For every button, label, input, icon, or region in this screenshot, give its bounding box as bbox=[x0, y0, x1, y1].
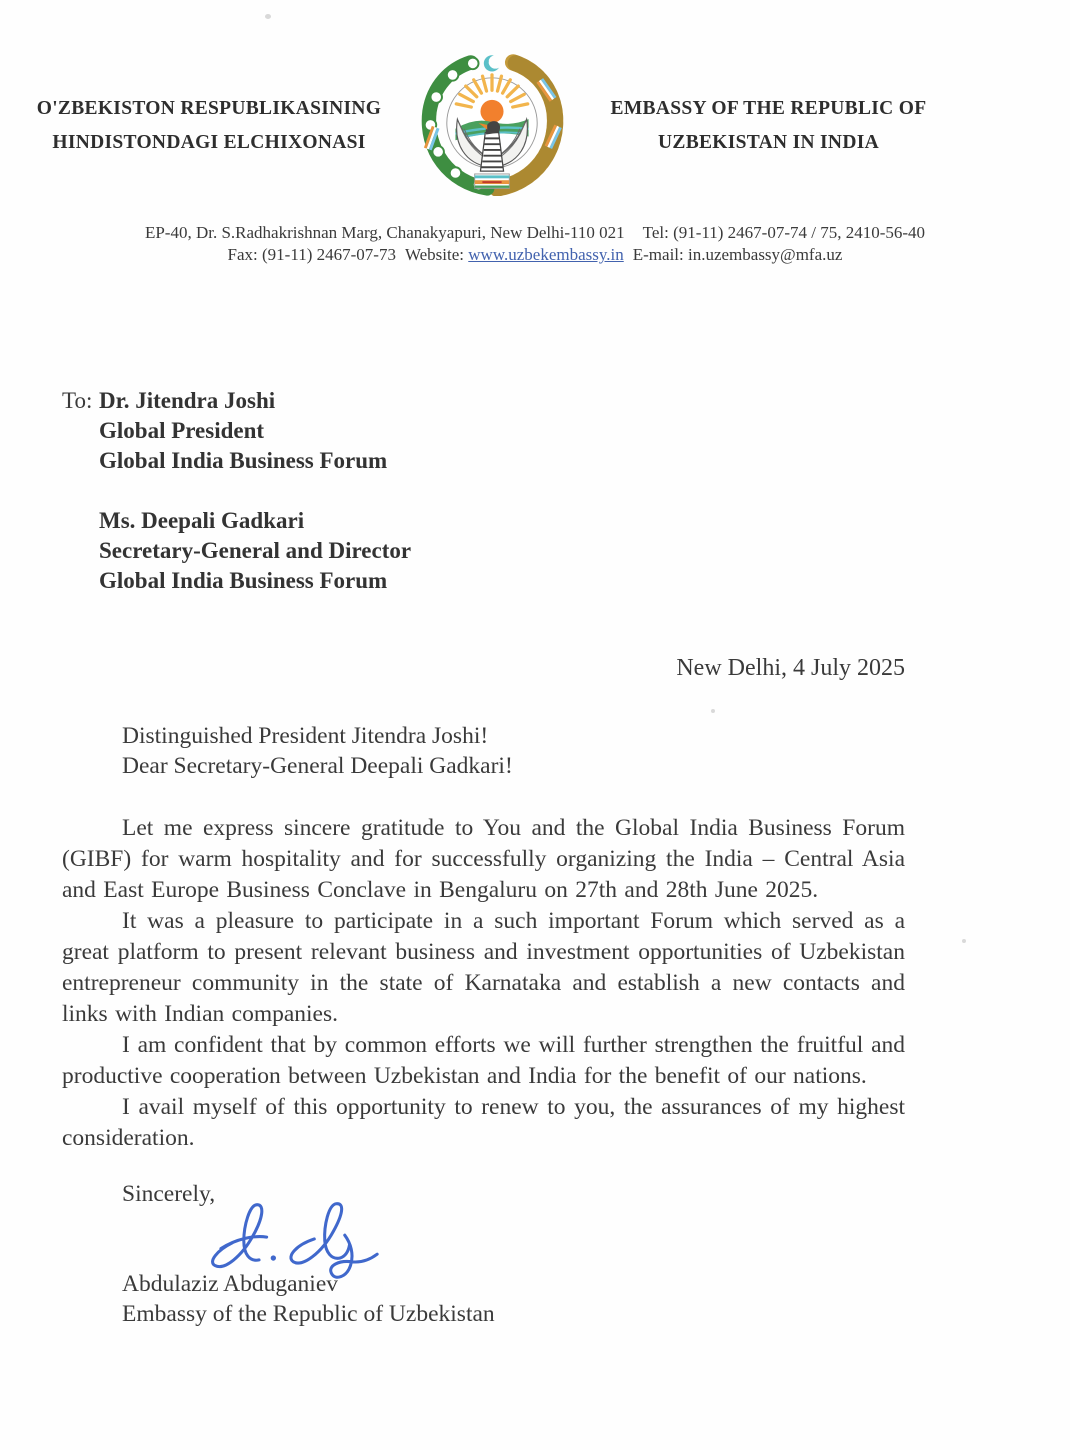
recipient-block bbox=[62, 386, 1070, 596]
address-text: EP-40, Dr. S.Radhakrishnan Marg, Chanakyapuri, New Delhi-110 021 bbox=[144, 223, 625, 242]
salutation bbox=[62, 721, 905, 781]
paragraph-1: Let me express sincere gratitude to You and the Global India Business Forum (GIBF) for warm hospitality and for successfully organizing the India – Central Asia and East Europe Business Conclave in Bengaluru on 27th and 28th June 2025. bbox=[62, 815, 905, 903]
contact-info bbox=[0, 222, 1070, 266]
recipient-primary-name: Dr. Jitendra Joshi bbox=[99, 388, 276, 413]
closing-block bbox=[62, 1179, 905, 1329]
contact-line-1 bbox=[0, 222, 1070, 244]
paragraph-3: I am confident that by common efforts we will further strengthen the fruitful and productive cooperation between Uzbekistan and India for the benefit of our nations. bbox=[62, 1032, 905, 1089]
spacer bbox=[62, 476, 1070, 506]
scan-speck bbox=[265, 14, 271, 19]
signer-org: Embassy of the Republic of Uzbekistan bbox=[122, 1301, 495, 1327]
recipient-secondary-title: Secretary-General and Director bbox=[99, 538, 412, 563]
dateline: New Delhi, 4 July 2025 bbox=[676, 655, 905, 681]
org-name-english bbox=[576, 50, 961, 160]
handwritten-signature-icon bbox=[200, 1191, 400, 1286]
telephone-text: Tel: (91-11) 2467-07-74 / 75, 2410-56-40 bbox=[642, 223, 926, 242]
org-left-line1: O'ZBEKISTON RESPUBLIKASINING bbox=[36, 98, 382, 119]
website-label: Website: bbox=[404, 245, 465, 264]
recipient-secondary-org: Global India Business Forum bbox=[99, 568, 388, 593]
org-right-line1: EMBASSY OF THE REPUBLIC OF bbox=[610, 98, 927, 119]
valediction: Sincerely, bbox=[122, 1181, 216, 1207]
recipient-primary-title: Global President bbox=[99, 418, 265, 443]
scan-speck bbox=[962, 939, 966, 943]
to-label: To: bbox=[62, 388, 93, 413]
signature-area bbox=[62, 1209, 905, 1271]
contact-line-2 bbox=[0, 244, 1070, 266]
paragraph-4: I avail myself of this opportunity to renew to you, the assurances of my highest consideration. bbox=[62, 1094, 905, 1151]
uzbekistan-state-emblem-icon bbox=[417, 50, 567, 196]
recipient-to-line bbox=[62, 386, 1070, 416]
scan-speck bbox=[711, 709, 715, 713]
signer-name: Abdulaziz Abduganiev bbox=[122, 1271, 339, 1297]
recipient-primary-org: Global India Business Forum bbox=[99, 448, 388, 473]
letterhead bbox=[0, 0, 1070, 196]
recipient-secondary-name: Ms. Deepali Gadkari bbox=[99, 508, 305, 533]
letter-body bbox=[62, 813, 905, 1154]
fax-text: Fax: (91-11) 2467-07-73 bbox=[227, 245, 396, 264]
salutation-line-1: Distinguished President Jitendra Joshi! bbox=[122, 723, 489, 749]
salutation-line-2: Dear Secretary-General Deepali Gadkari! bbox=[122, 753, 513, 779]
emblem-container bbox=[408, 50, 576, 196]
paragraph-2: It was a pleasure to participate in a such important Forum which served as a great platform to present relevant business and investment opportunities of Uzbekistan entrepreneur community in the state of Karnataka and establish a new contacts and links with Indian companies. bbox=[62, 908, 905, 1027]
website-link[interactable]: www.uzbekembassy.in bbox=[468, 245, 624, 264]
org-right-line2: UZBEKISTAN IN INDIA bbox=[658, 132, 879, 153]
org-left-line2: HINDISTONDAGI ELCHIXONASI bbox=[52, 132, 366, 153]
org-name-uzbek bbox=[10, 50, 408, 160]
email-text: E-mail: in.uzembassy@mfa.uz bbox=[632, 245, 843, 264]
